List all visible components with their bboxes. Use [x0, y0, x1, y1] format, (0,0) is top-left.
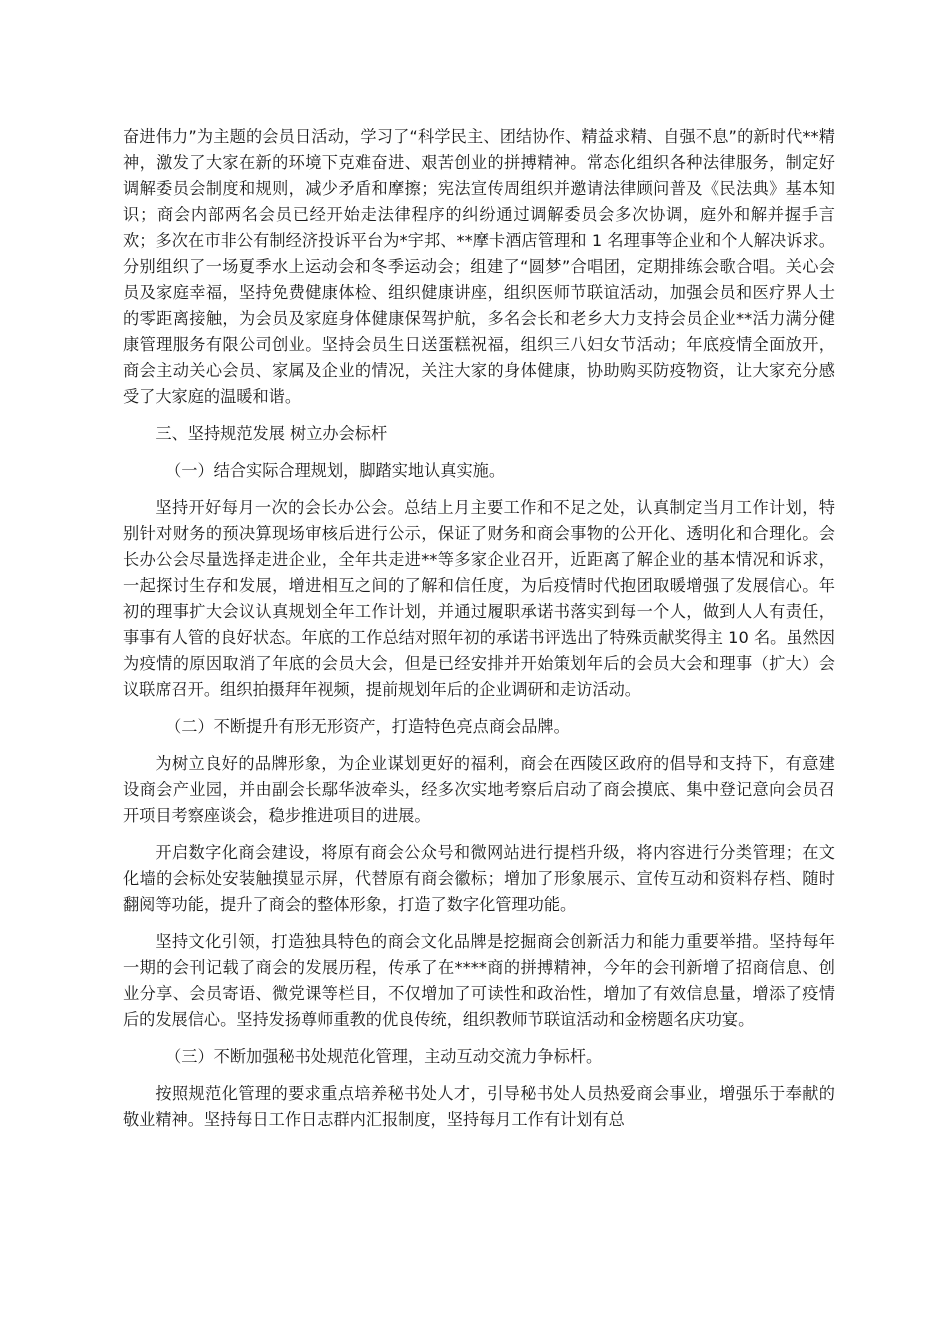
subheading-1: （一）结合实际合理规划，脚踏实地认真实施。 [165, 461, 506, 480]
paragraph-digital-chamber: 开启数字化商会建设，将原有商会公众号和微网站进行提档升级，将内容进行分类管理；在文化墙的会标处安装触摸显示屏，代替原有商会徽标；增加了形象展示、宣传互动和资料存档、随时翻阅等功能，提升了商会的整体形象，打造了数字化管理功能。 [123, 843, 835, 914]
subheading-2: （二）不断提升有形无形资产，打造特色亮点商会品牌。 [165, 717, 570, 736]
subheading-3: （三）不断加强秘书处规范化管理，主动互动交流力争标杆。 [165, 1047, 603, 1066]
paragraph-secretariat: 按照规范化管理的要求重点培养秘书处人才，引导秘书处人员热爱商会事业，增强乐于奉献的敬业精神。坚持每日工作日志群内汇报制度，坚持每月工作有计划有总 [123, 1084, 835, 1129]
document-page [123, 124, 835, 1144]
paragraph-monthly-meetings: 坚持开好每月一次的会长办公会。总结上月主要工作和不足之处，认真制定当月工作计划，特别针对财务的预决算现场审核后进行公示，保证了财务和商会事物的公开化、透明化和合理化。会长办公会尽量选择走进企业，全年共走进**等多家企业召开，近距离了解企业的基本情况和诉求，一起探讨生存和发展，增进相互之间的了解和信任度，为后疫情时代抱团取暖增强了发展信心。年初的理事扩大会议认真规划全年工作计划，并通过履职承诺书落实到每一个人，做到人人有责任，事事有人管的良好状态。年底的工作总结对照年初的承诺书评选出了特殊贡献奖得主 10 名。虽然因为疫情的原因取消了年底的会员大会，但是已经安排并开始策划年后的会员大会和理事（扩大）会议联席召开。组织拍摄拜年视频，提前规划年后的企业调研和走访活动。 [123, 498, 835, 699]
section-heading-3: 三、坚持规范发展 树立办会标杆 [155, 424, 388, 443]
paragraph-culture: 坚持文化引领，打造独具特色的商会文化品牌是挖掘商会创新活力和能力重要举措。坚持每年一期的会刊记载了商会的发展历程，传承了在****商的拼搏精神，今年的会刊新增了招商信息、创业分享、会员寄语、微党课等栏目，不仅增加了可读性和政治性，增加了有效信息量，增添了疫情后的发展信心。坚持发扬尊师重教的优良传统，组织教师节联谊活动和金榜题名庆功宴。 [123, 932, 835, 1029]
paragraph-member-activities: 奋进伟力”为主题的会员日活动，学习了“科学民主、团结协作、精益求精、自强不息”的新时代**精神，激发了大家在新的环境下克难奋进、艰苦创业的拼搏精神。常态化组织各种法律服务，制定好调解委员会制度和规则，减少矛盾和摩擦；宪法宣传周组织并邀请法律顾问普及《民法典》基本知识；商会内部两名会员已经开始走法律程序的纠纷通过调解委员会多次协调，庭外和解并握手言欢；多次在市非公有制经济投诉平台为*宇邦、**摩卡酒店管理和 1 名理事等企业和个人解决诉求。分别组织了一场夏季水上运动会和冬季运动会；组建了“圆梦”合唱团，定期排练会歌合唱。关心会员及家庭幸福，坚持免费健康体检、组织健康讲座，组织医师节联谊活动，加强会员和医疗界人士的零距离接触，为会员及家庭身体健康保驾护航，多名会长和老乡大力支持会员企业**活力满分健康管理服务有限公司创业。坚持会员生日送蛋糕祝福，组织三八妇女节活动；年底疫情全面放开，商会主动关心会员、家属及企业的情况，关注大家的身体健康，协助购买防疫物资，让大家充分感受了大家庭的温暖和谐。 [123, 127, 835, 406]
paragraph-brand-image: 为树立良好的品牌形象，为企业谋划更好的福利，商会在西陵区政府的倡导和支持下，有意建设商会产业园，并由副会长鄢华波牵头，经多次实地考察后启动了商会摸底、集中登记意向会员召开项目考察座谈会，稳步推进项目的进展。 [123, 754, 835, 825]
